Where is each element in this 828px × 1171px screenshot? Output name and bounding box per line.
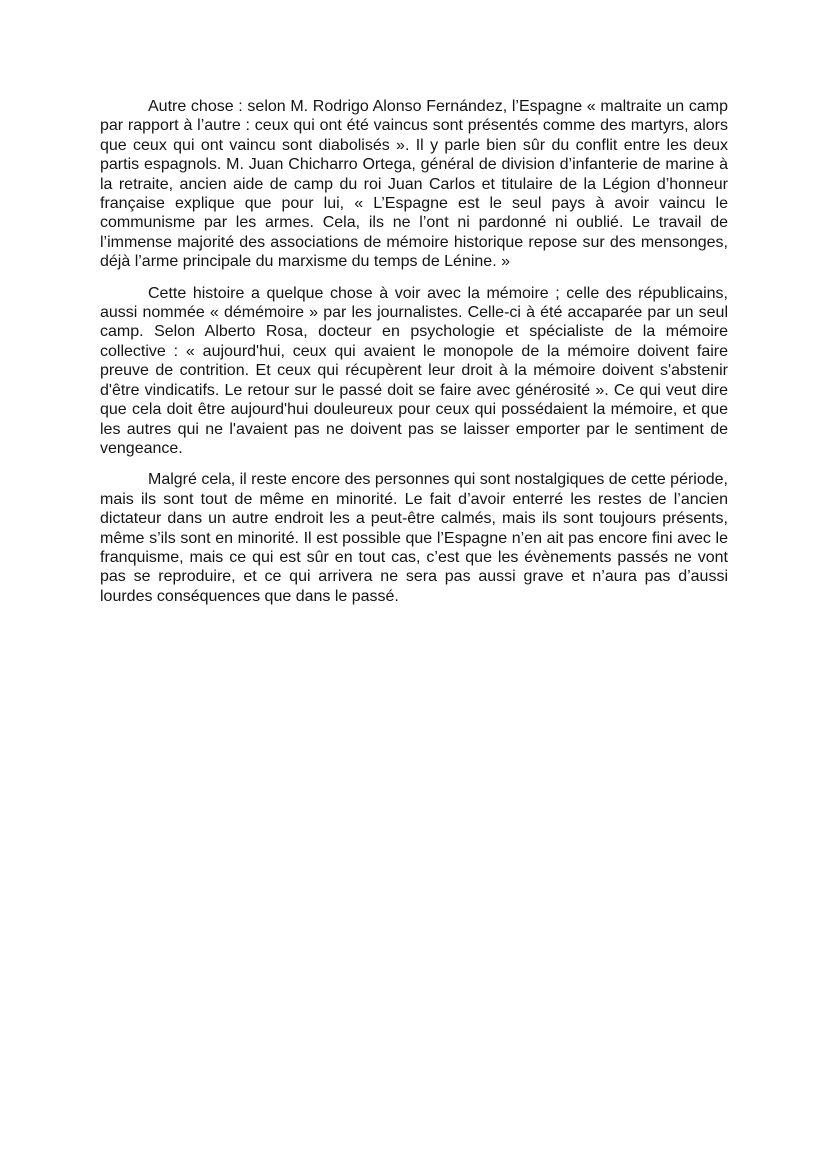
paragraph-1: Autre chose : selon M. Rodrigo Alonso Fernández, l’Espagne « maltraite un camp par rapport à l’autre : ceux qui ont été vaincus sont présentés comme des martyrs, alors que ceux qui ont vaincu sont diabolisés ». Il y parle bien sûr du conflit entre les deux partis espagnols. M. Juan Chicharro Ortega, général de division d’infanterie de marine à la retraite, ancien aide de camp du roi Juan Carlos et titulaire de la Légion d’honneur française explique que pour lui, « L’Espagne est le seul pays à avoir vaincu le communisme par les armes. Cela, ils ne l’ont ni pardonné ni oublié. Le travail de l’immense majorité des associations de mémoire historique repose sur des mensonges, déjà l’arme principale du marxisme du temps de Lénine. » bbox=[100, 98, 728, 271]
paragraph-3: Malgré cela, il reste encore des personnes qui sont nostalgiques de cette période, mais ils sont tout de même en minorité. Le fait d’avoir enterré les restes de l’ancien dictateur dans un autre endroit les a peut-être calmés, mais ils sont toujours présents, même s’ils sont en minorité. Il est possible que l’Espagne n’en ait pas encore fini avec le franquisme, mais ce qui est sûr en tout cas, c’est que les évènements passés ne vont pas se reproduire, et ce qui arrivera ne sera pas aussi grave et n’aura pas d’aussi lourdes conséquences que dans le passé. bbox=[100, 471, 728, 605]
paragraph-2: Cette histoire a quelque chose à voir avec la mémoire ; celle des républicains, aussi nommée « démémoire » par les journalistes. Celle-ci à été accaparée par un seul camp. Selon Alberto Rosa, docteur en psychologie et spécialiste de la mémoire collective : « aujourd'hui, ceux qui avaient le monopole de la mémoire doivent faire preuve de contrition. Et ceux qui récupèrent leur droit à la mémoire doivent s'abstenir d'être vindicatifs. Le retour sur le passé doit se faire avec générosité ». Ce qui veut dire que cela doit être aujourd'hui douleureux pour ceux qui possédaient la mémoire, et que les autres qui ne l'avaient pas ne doivent pas se laisser emporter par le sentiment de vengeance. bbox=[100, 284, 728, 457]
document-page bbox=[100, 97, 728, 618]
